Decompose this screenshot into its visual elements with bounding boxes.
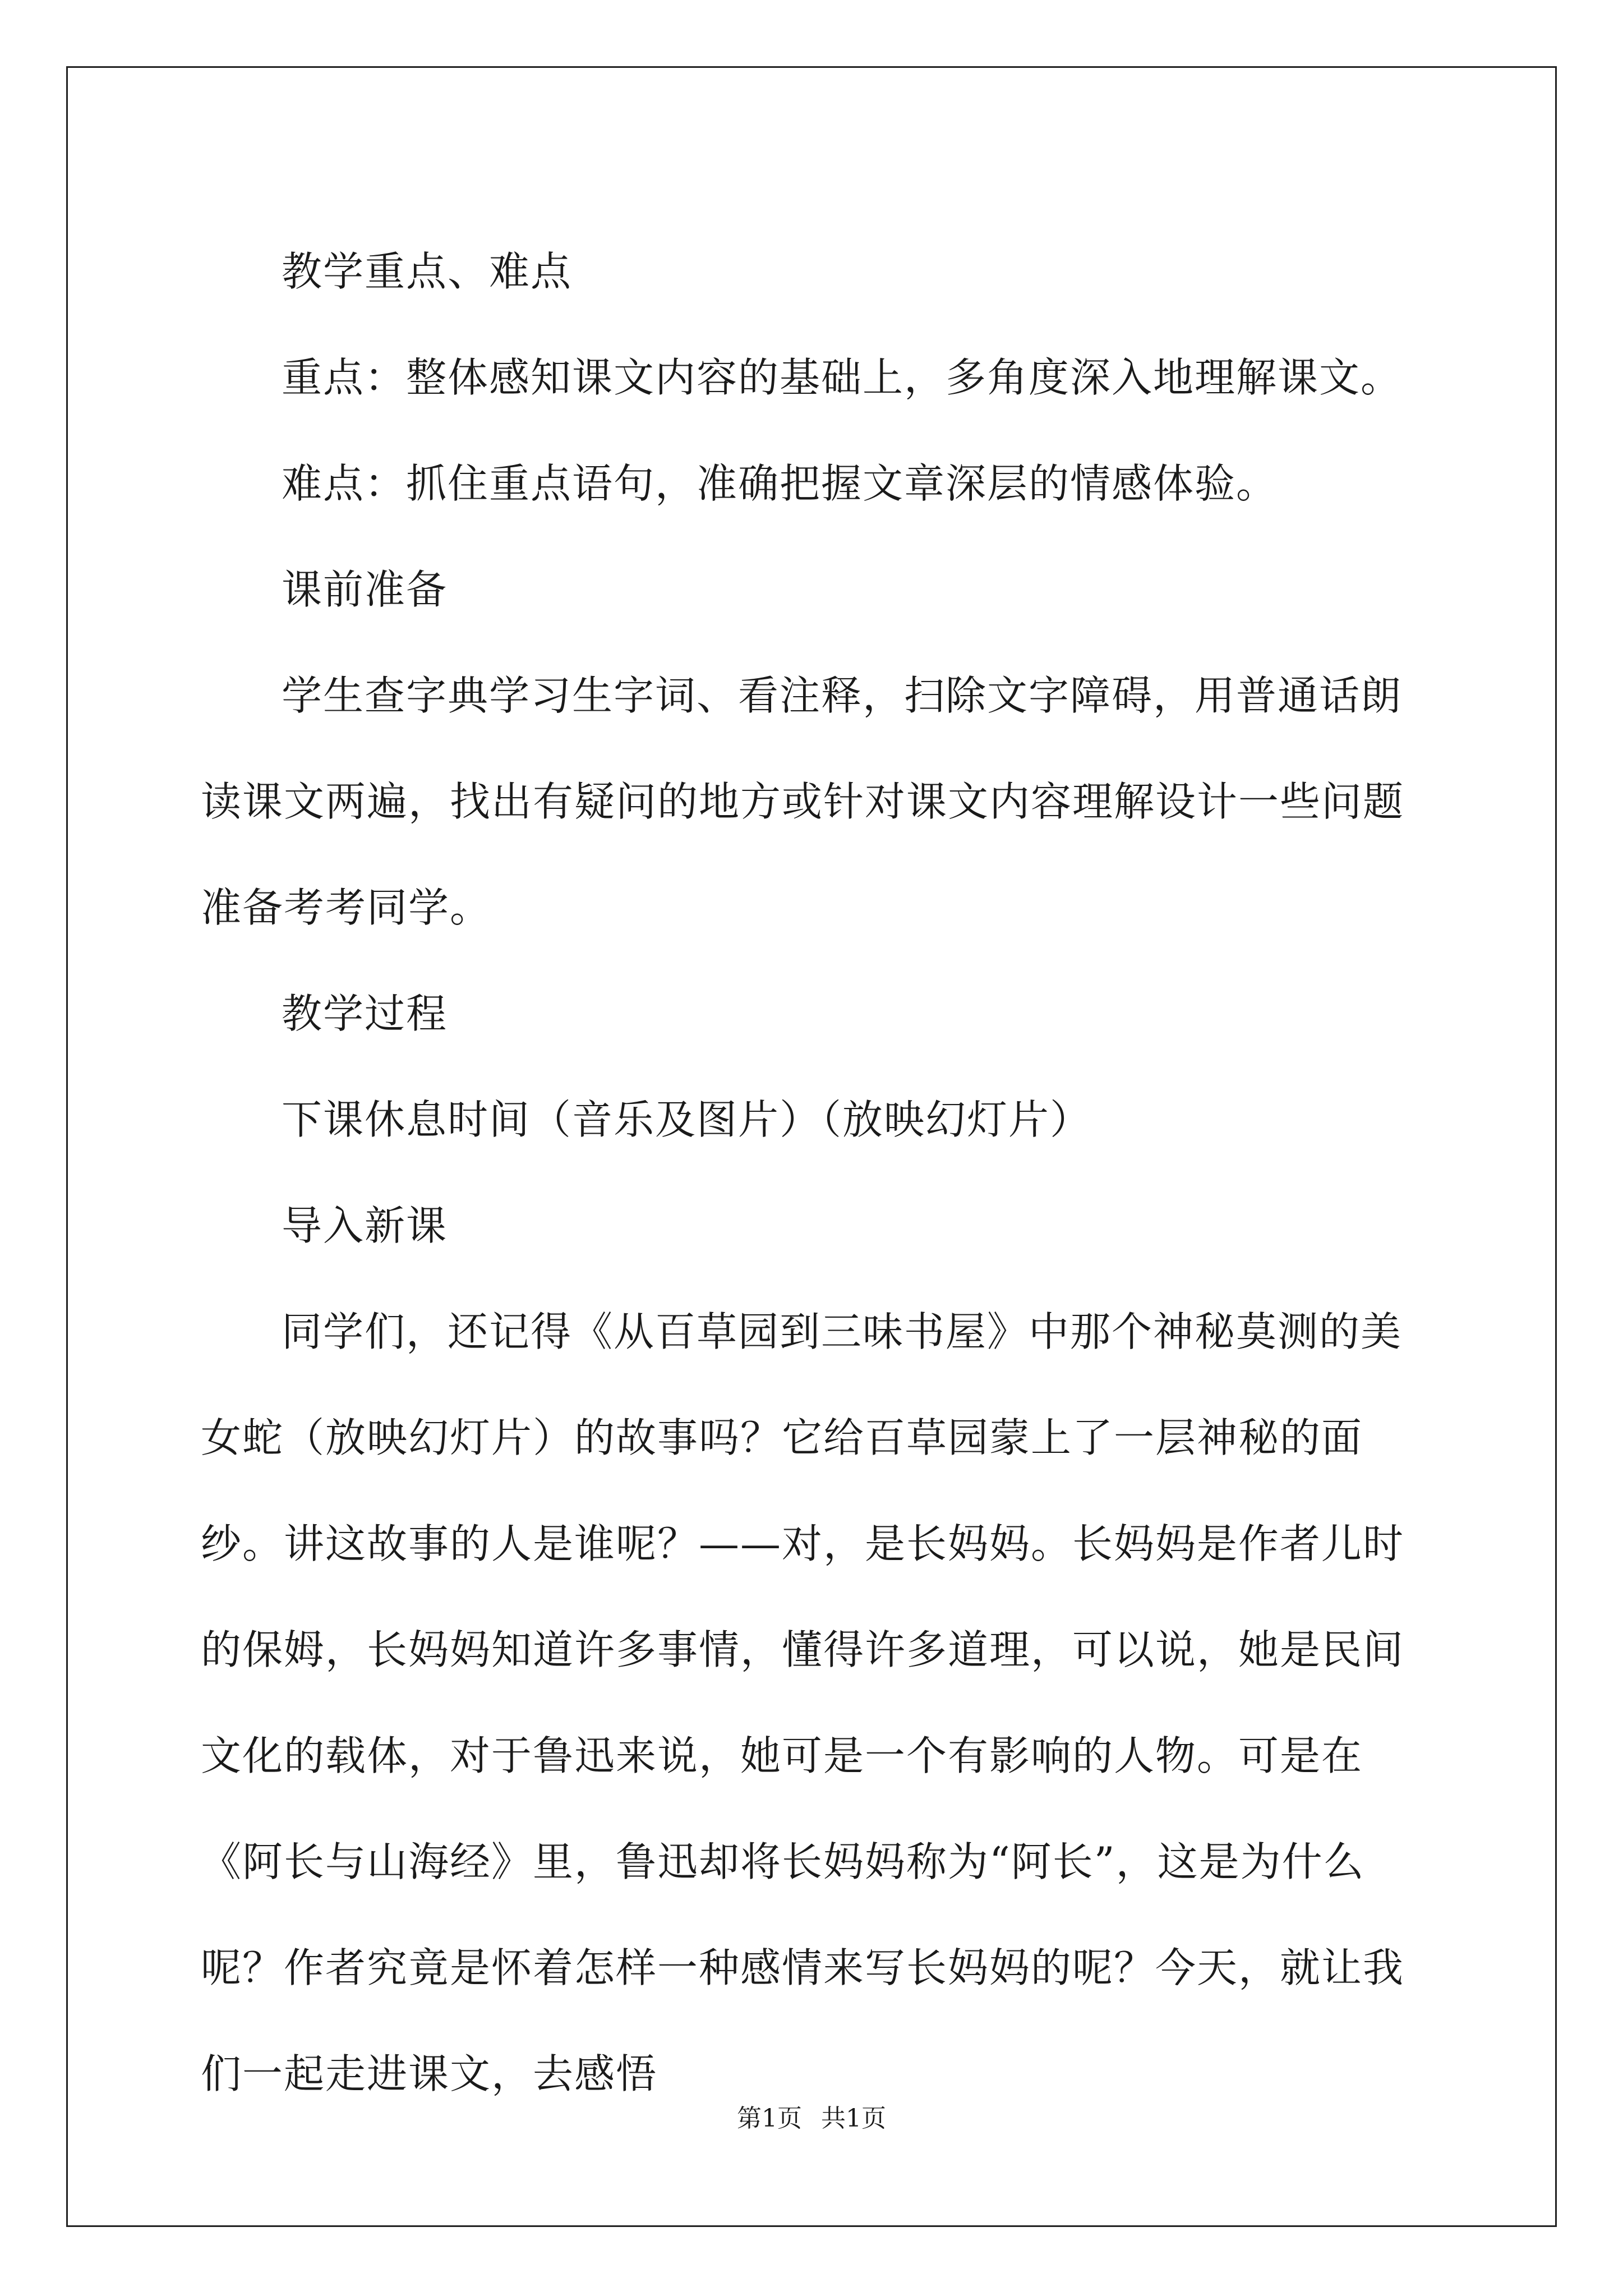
paragraph-introduction: 同学们，还记得《从百草园到三味书屋》中那个神秘莫测的美女蛇（放映幻灯片）的故事吗？它给百草园蒙上了一层神秘的面纱。讲这故事的人是谁呢？——对，是长妈妈。长妈妈是作者儿时的保姆，长妈妈知道许多事情，懂得许多道理，可以说，她是民间文化的载体，对于鲁迅来说，她可是一个有影响的人物。可是在《阿长与山海经》里，鲁迅却将长妈妈称为“阿长”，这是为什么呢？作者究竟是怀着怎样一种感情来写长妈妈的呢？今天，就让我们一起走进课文，去感悟 bbox=[201, 1308, 1405, 2097]
paragraph-break-time: 下课休息时间（音乐及图片）（放映幻灯片） bbox=[282, 1096, 1092, 1143]
page-total: 共1页 bbox=[821, 2104, 886, 2133]
page-number: 第1页 bbox=[737, 2104, 802, 2133]
section-heading-process: 教学过程 bbox=[282, 990, 448, 1037]
paragraph-preparation: 学生查字典学习生字词、看注释，扫除文字障碍，用普通话朗读课文两遍，找出有疑问的地方或针对课文内容理解设计一些问题准备考考同学。 bbox=[201, 672, 1405, 931]
paragraph-key-point: 重点：整体感知课文内容的基础上，多角度深入地理解课文。 bbox=[282, 354, 1403, 401]
page-footer bbox=[0, 2098, 1623, 2134]
section-heading-preparation: 课前准备 bbox=[282, 566, 448, 613]
paragraph-difficult-point: 难点：抓住重点语句，准确把握文章深层的情感体验。 bbox=[282, 460, 1278, 507]
section-heading-introduction: 导入新课 bbox=[282, 1202, 448, 1249]
section-heading-key-points: 教学重点、难点 bbox=[282, 248, 573, 295]
document-body bbox=[201, 219, 1435, 2127]
